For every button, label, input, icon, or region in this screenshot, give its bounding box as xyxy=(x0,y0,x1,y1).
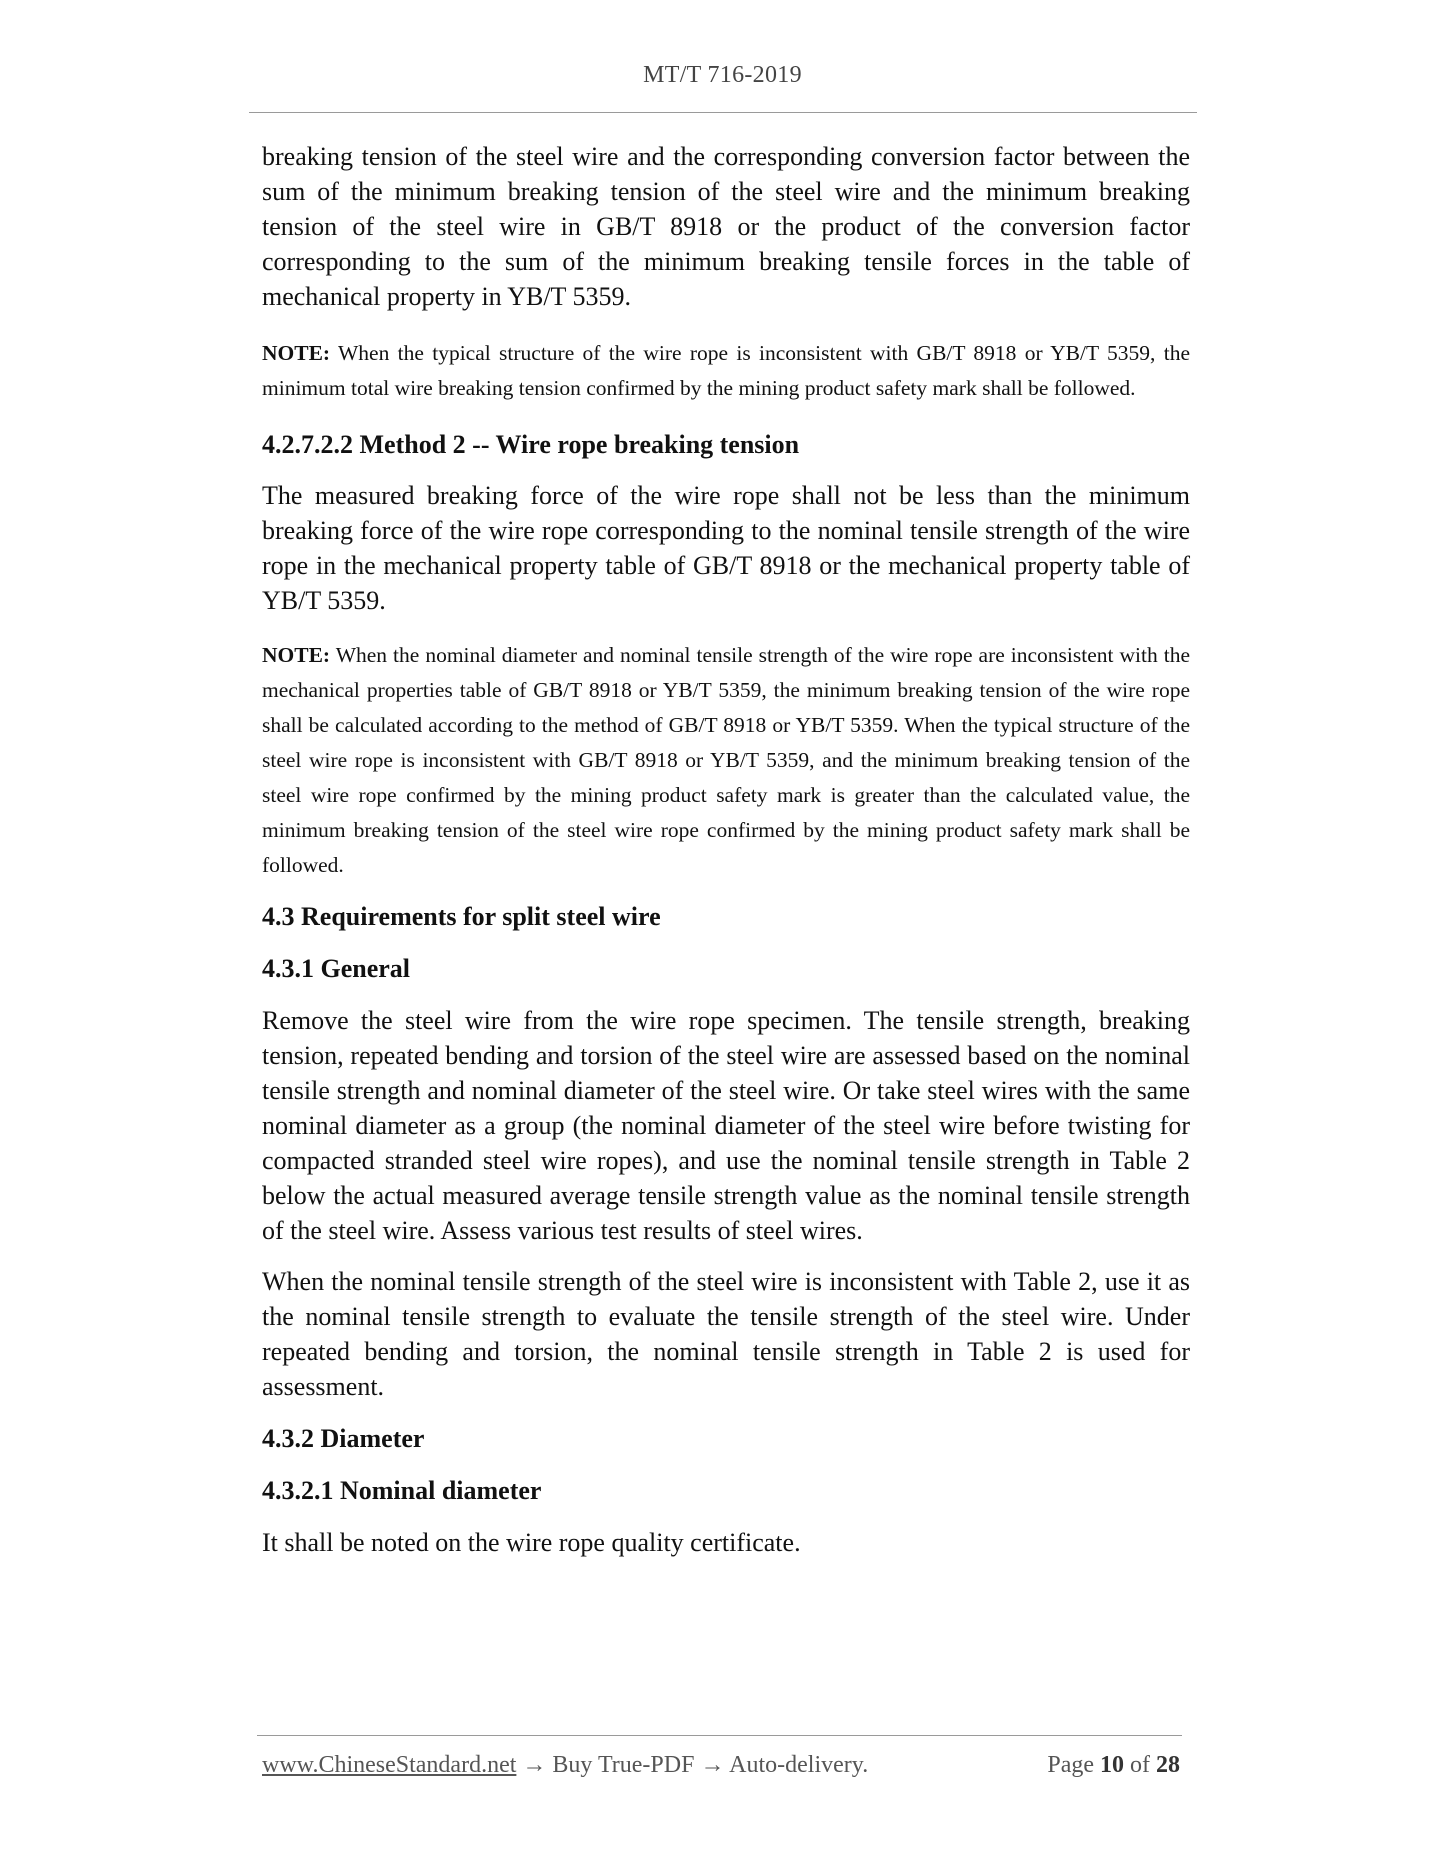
note-text: When the typical structure of the wire rope is inconsistent with GB/T 8918 or YB/T 5359, the minimum total wire breaking tension confirmed by the mining product safety mark shall be followed. xyxy=(262,341,1190,400)
note-paragraph xyxy=(262,638,1190,883)
body-paragraph: It shall be noted on the wire rope quality certificate. xyxy=(262,1528,801,1557)
body-paragraph: The measured breaking force of the wire rope shall not be less than the minimum breaking force of the wire rope corresponding to the nominal tensile strength of the wire rope in the mechanical property table of GB/T 8918 or the mechanical property table of YB/T 5359. xyxy=(262,481,1190,615)
note-paragraph xyxy=(262,336,1190,406)
site-link[interactable]: www.ChineseStandard.net xyxy=(262,1752,517,1778)
body-paragraph: Remove the steel wire from the wire rope specimen. The tensile strength, breaking tension, repeated bending and torsion of the steel wire are assessed based on the nominal tensile strength and nominal diameter of the steel wire. Or take steel wires with the same nominal diameter as a group (the nominal diameter of the steel wire before twisting for compacted stranded steel wire ropes), and use the nominal tensile strength in Table 2 below the actual measured average tensile strength value as the nominal tensile strength of the steel wire. Assess various test results of steel wires. xyxy=(262,1006,1190,1245)
section-heading: 4.3 Requirements for split steel wire xyxy=(262,902,661,931)
page-total: 28 xyxy=(1156,1752,1180,1778)
arrow-icon: → xyxy=(522,1752,547,1778)
section-heading: 4.3.1 General xyxy=(262,954,411,983)
section-heading: 4.2.7.2.2 Method 2 -- Wire rope breaking tension xyxy=(262,430,800,459)
page-current: 10 xyxy=(1100,1752,1124,1778)
page-word: Page xyxy=(1047,1752,1094,1778)
buy-pdf-link: Buy True-PDF xyxy=(552,1752,695,1778)
note-text: When the nominal diameter and nominal tensile strength of the wire rope are inconsistent with the mechanical properties table of GB/T 8918 or YB/T 5359, the minimum breaking tension of the wire rope shall be calculated according to the method of GB/T 8918 or YB/T 5359. When the typical structure of the steel wire rope is inconsistent with GB/T 8918 or YB/T 5359, and the minimum breaking tension of the steel wire rope confirmed by the mining product safety mark is greater than the calculated value, the minimum breaking tension of the steel wire rope confirmed by the mining product safety mark shall be followed. xyxy=(262,643,1190,877)
note-label: NOTE: xyxy=(262,341,331,365)
page-body xyxy=(262,139,1190,1560)
body-paragraph: When the nominal tensile strength of the steel wire is inconsistent with Table 2, use it as the nominal tensile strength to evaluate the tensile strength of the steel wire. Under repeated bending and torsion, the nominal tensile strength in Table 2 is used for assessment. xyxy=(262,1267,1190,1401)
page-number xyxy=(1047,1752,1180,1779)
body-paragraph: breaking tension of the steel wire and the corresponding conversion factor between the sum of the minimum breaking tension of the steel wire and the minimum breaking tension of the steel wire in GB/T 8918 or the product of the conversion factor corresponding to the sum of the minimum breaking tensile forces in the table of mechanical property in YB/T 5359. xyxy=(262,142,1190,311)
delivery-text: Auto-delivery. xyxy=(729,1752,869,1778)
section-heading: 4.3.2 Diameter xyxy=(262,1424,425,1453)
note-label: NOTE: xyxy=(262,643,331,667)
running-header: MT/T 716-2019 xyxy=(643,62,802,88)
footer-divider xyxy=(257,1735,1182,1736)
footer-promo xyxy=(262,1752,868,1779)
header-divider xyxy=(249,112,1197,113)
arrow-icon: → xyxy=(700,1752,725,1778)
section-heading: 4.3.2.1 Nominal diameter xyxy=(262,1476,542,1505)
of-word: of xyxy=(1130,1752,1150,1778)
